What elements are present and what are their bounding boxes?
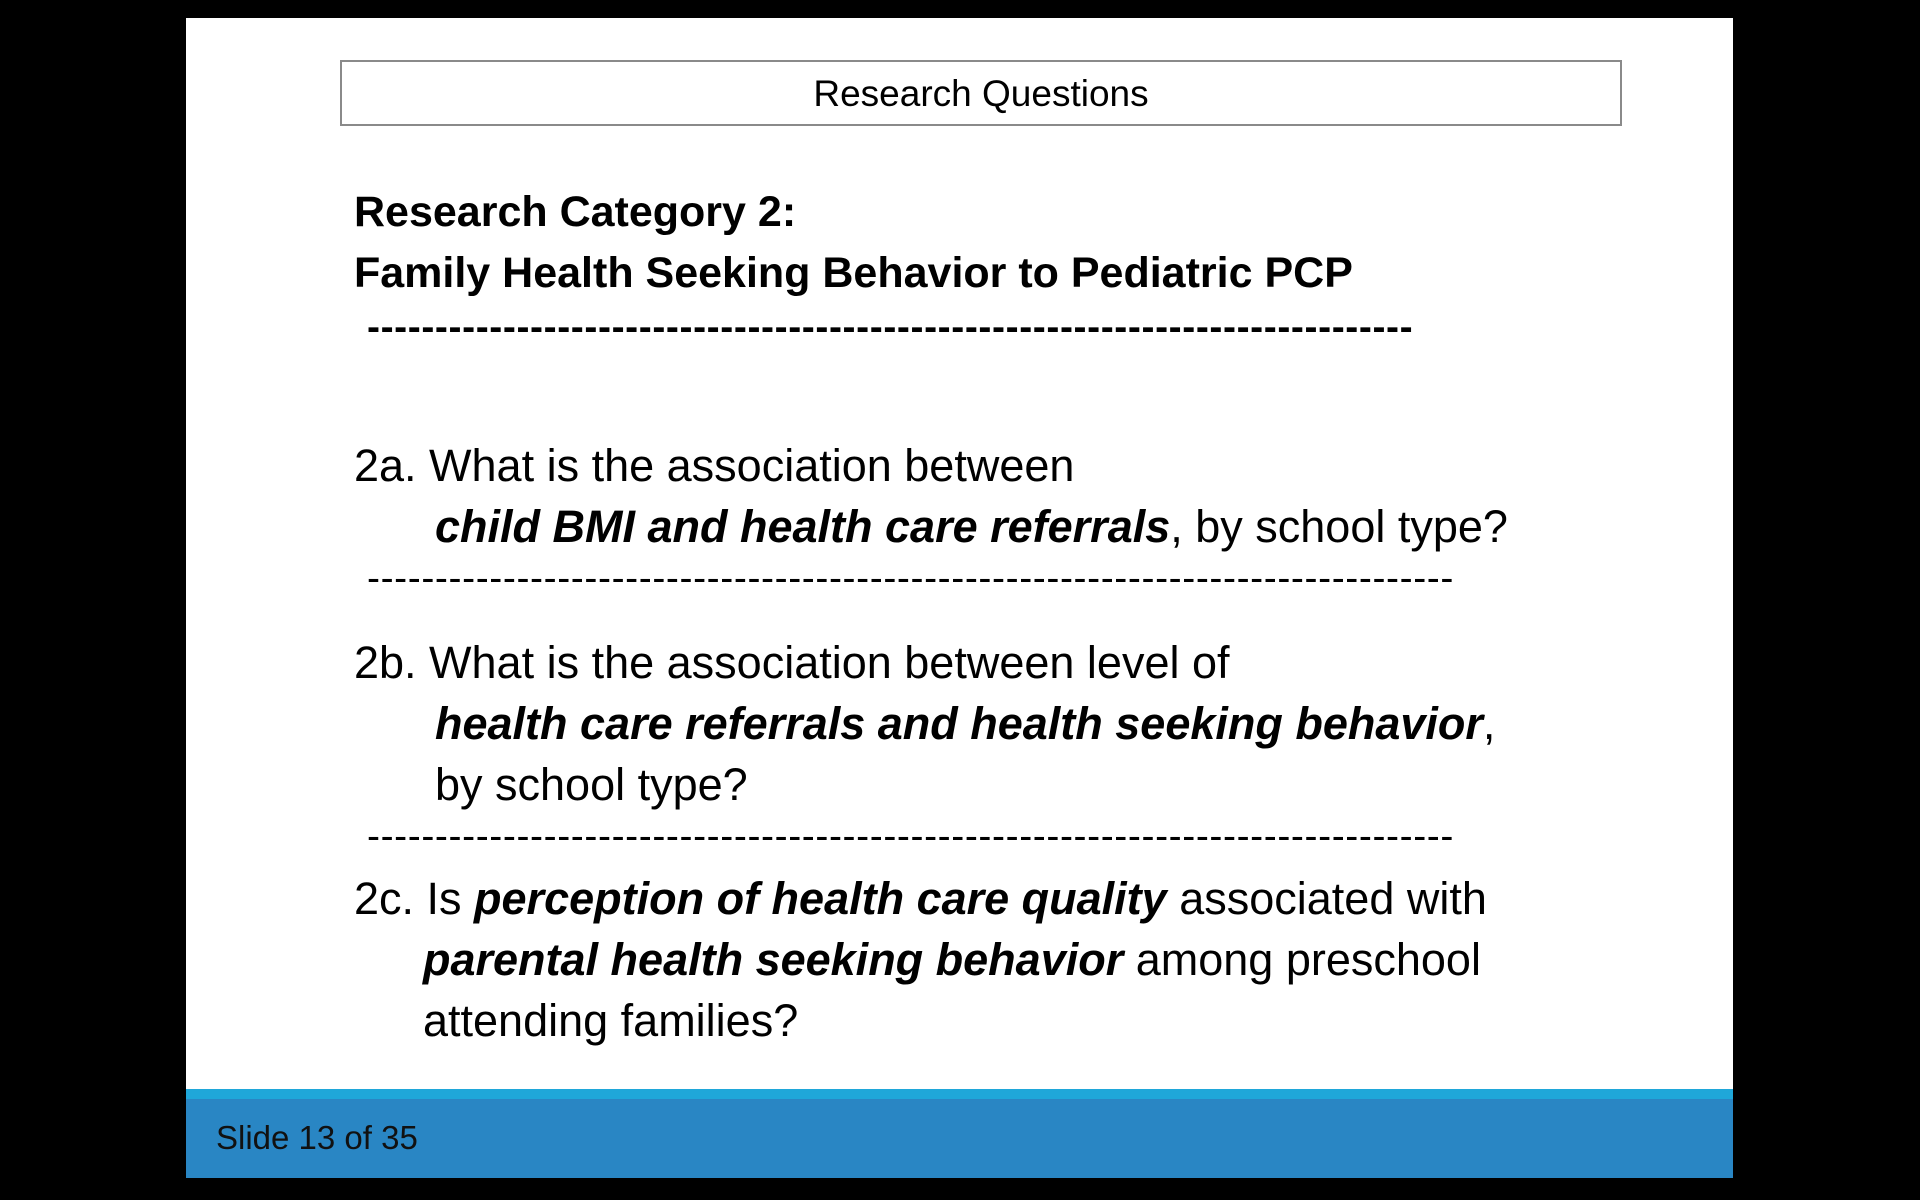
slide-title: Research Questions [813, 72, 1149, 114]
slide-content [354, 182, 1654, 1051]
separator: -------------------------------------------------------------------------------- [367, 817, 1454, 856]
question-2b-line2 [354, 693, 1654, 754]
question-2c-line1 [354, 868, 1654, 929]
question-2c-prefix: 2c. Is [354, 873, 475, 924]
footer-bar [186, 1099, 1733, 1178]
question-2a-emphasis: child BMI and health care referrals [435, 501, 1171, 552]
question-2c-emphasis-1: perception of health care quality [474, 873, 1167, 924]
slide-title-box [340, 60, 1622, 126]
question-2b [354, 632, 1654, 815]
question-2c-line2 [354, 929, 1654, 990]
question-2c-line3: attending families? [423, 995, 799, 1046]
question-2b-line1: 2b. What is the association between level of [354, 637, 1230, 688]
question-2b-line3: by school type? [435, 759, 748, 810]
separator: -------------------------------------------------------------------------------- [367, 559, 1454, 598]
question-2c [354, 868, 1654, 1051]
category-subheading: Family Health Seeking Behavior to Pediatric PCP [354, 249, 1353, 297]
slide-counter: Slide 13 of 35 [216, 1118, 418, 1156]
question-2c-rest-2: among preschool [1123, 934, 1481, 985]
question-2c-emphasis-2: parental health seeking behavior [423, 934, 1124, 985]
question-2b-emphasis: health care referrals and health seeking behavior [435, 698, 1483, 749]
category-heading: Research Category 2: [354, 188, 797, 236]
footer-accent-bar [186, 1089, 1733, 1099]
question-2a [354, 435, 1654, 557]
question-2a-line2 [354, 496, 1654, 557]
question-2a-line1: 2a. What is the association between [354, 440, 1075, 491]
question-2a-rest: , by school type? [1170, 501, 1508, 552]
question-2b-rest: , [1482, 698, 1496, 749]
question-2c-rest-1: associated with [1166, 873, 1487, 924]
slide [186, 18, 1733, 1178]
separator-bold: ----------------------------------------------------------------------------- [367, 308, 1414, 347]
